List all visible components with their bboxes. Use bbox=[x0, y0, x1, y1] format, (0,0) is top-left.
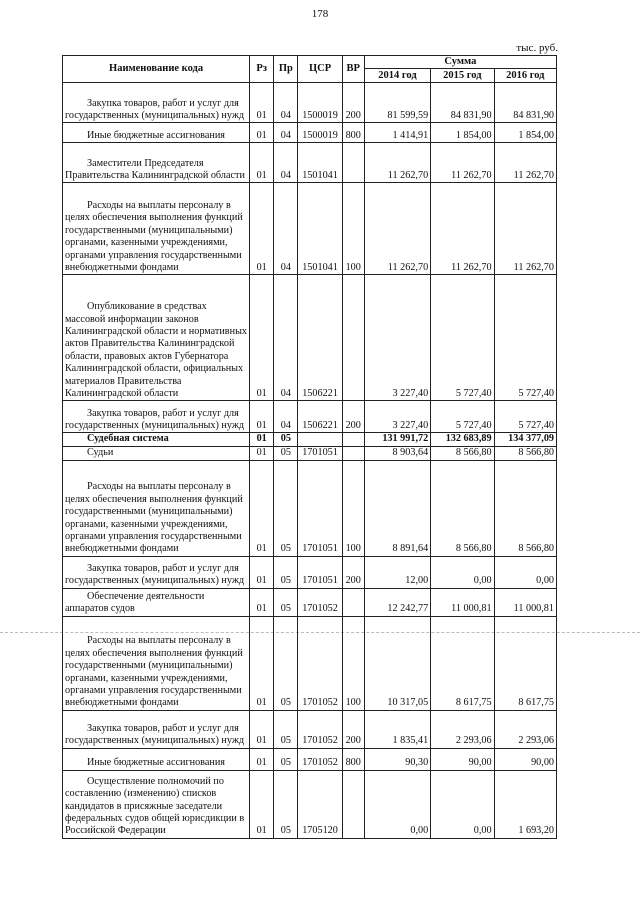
row-vr: 100 bbox=[342, 616, 364, 710]
row-name: Закупка товаров, работ и услуг для государственных (муниципальных) нужд bbox=[63, 710, 250, 748]
row-pr: 05 bbox=[274, 748, 298, 770]
row-name: Расходы на выплаты персоналу в целях обеспечения выполнения функций государственными (муниципальными) органами, казенными учреждениями, органами управления государственными внебюджетными фондами bbox=[63, 460, 250, 556]
row-2015: 84 831,90 bbox=[431, 83, 494, 123]
row-rz: 01 bbox=[250, 710, 274, 748]
table-row bbox=[63, 275, 557, 401]
row-2015: 11 262,70 bbox=[431, 183, 494, 275]
row-2015: 132 683,89 bbox=[431, 433, 494, 446]
row-rz: 01 bbox=[250, 748, 274, 770]
row-2014: 90,30 bbox=[364, 748, 430, 770]
row-2014: 81 599,59 bbox=[364, 83, 430, 123]
row-vr bbox=[342, 275, 364, 401]
row-2015: 8 566,80 bbox=[431, 446, 494, 460]
table-row bbox=[63, 433, 557, 446]
row-vr bbox=[342, 446, 364, 460]
row-vr bbox=[342, 433, 364, 446]
row-pr: 04 bbox=[274, 275, 298, 401]
row-2015: 11 000,81 bbox=[431, 588, 494, 616]
row-pr: 05 bbox=[274, 446, 298, 460]
row-2014: 3 227,40 bbox=[364, 275, 430, 401]
row-csr: 1701052 bbox=[298, 710, 342, 748]
row-csr: 1701052 bbox=[298, 748, 342, 770]
row-rz: 01 bbox=[250, 275, 274, 401]
row-pr: 05 bbox=[274, 588, 298, 616]
row-name: Расходы на выплаты персоналу в целях обеспечения выполнения функций государственными (муниципальными) органами, казенными учреждениями, органами управления государственными внебюджетными фондами bbox=[63, 616, 250, 710]
row-2015: 11 262,70 bbox=[431, 143, 494, 183]
header-vr: ВР bbox=[342, 56, 364, 83]
row-vr bbox=[342, 588, 364, 616]
row-2014: 3 227,40 bbox=[364, 401, 430, 433]
row-csr: 1506221 bbox=[298, 401, 342, 433]
row-csr: 1701051 bbox=[298, 446, 342, 460]
row-rz: 01 bbox=[250, 433, 274, 446]
row-2014: 11 262,70 bbox=[364, 183, 430, 275]
row-csr: 1500019 bbox=[298, 83, 342, 123]
row-name: Иные бюджетные ассигнования bbox=[63, 123, 250, 143]
table-row bbox=[63, 460, 557, 556]
units-label: тыс. руб. bbox=[516, 42, 558, 54]
row-name: Опубликование в средствах массовой информации законов Калининградской области и нормативных актов Правительства Калининградской области, правовых актов Губернатора Калининградской области, официальных материалов Правительства Калининградской области bbox=[63, 275, 250, 401]
row-name: Закупка товаров, работ и услуг для государственных (муниципальных) нужд bbox=[63, 83, 250, 123]
row-2014: 8 891,64 bbox=[364, 460, 430, 556]
row-2015: 8 617,75 bbox=[431, 616, 494, 710]
row-2016: 5 727,40 bbox=[494, 275, 556, 401]
row-pr: 04 bbox=[274, 143, 298, 183]
row-2016: 5 727,40 bbox=[494, 401, 556, 433]
row-rz: 01 bbox=[250, 616, 274, 710]
table-row bbox=[63, 616, 557, 710]
row-2016: 0,00 bbox=[494, 556, 556, 588]
row-vr: 800 bbox=[342, 123, 364, 143]
row-vr: 200 bbox=[342, 710, 364, 748]
row-rz: 01 bbox=[250, 401, 274, 433]
row-2016: 1 854,00 bbox=[494, 123, 556, 143]
budget-table bbox=[62, 55, 557, 839]
row-2014: 1 414,91 bbox=[364, 123, 430, 143]
row-2016: 8 566,80 bbox=[494, 446, 556, 460]
table-row bbox=[63, 446, 557, 460]
table-row bbox=[63, 123, 557, 143]
row-name: Иные бюджетные ассигнования bbox=[63, 748, 250, 770]
row-pr: 05 bbox=[274, 710, 298, 748]
header-pr: Пр bbox=[274, 56, 298, 83]
table-row bbox=[63, 770, 557, 838]
row-vr bbox=[342, 143, 364, 183]
page-number: 178 bbox=[311, 8, 329, 20]
header-2016: 2016 год bbox=[494, 69, 556, 83]
row-csr: 1701052 bbox=[298, 616, 342, 710]
header-2015: 2015 год bbox=[431, 69, 494, 83]
row-2016: 8 566,80 bbox=[494, 460, 556, 556]
row-vr: 200 bbox=[342, 556, 364, 588]
row-2015: 5 727,40 bbox=[431, 401, 494, 433]
row-2016: 90,00 bbox=[494, 748, 556, 770]
row-2015: 0,00 bbox=[431, 770, 494, 838]
row-2015: 0,00 bbox=[431, 556, 494, 588]
header-sum: Сумма bbox=[364, 56, 556, 69]
row-vr: 100 bbox=[342, 460, 364, 556]
row-rz: 01 bbox=[250, 123, 274, 143]
row-2014: 131 991,72 bbox=[364, 433, 430, 446]
row-rz: 01 bbox=[250, 446, 274, 460]
row-pr: 04 bbox=[274, 83, 298, 123]
row-csr bbox=[298, 433, 342, 446]
table-row bbox=[63, 710, 557, 748]
row-rz: 01 bbox=[250, 143, 274, 183]
header-2014: 2014 год bbox=[364, 69, 430, 83]
row-pr: 05 bbox=[274, 556, 298, 588]
row-name: Заместители Председателя Правительства Калининградской области bbox=[63, 143, 250, 183]
row-rz: 01 bbox=[250, 770, 274, 838]
row-csr: 1705120 bbox=[298, 770, 342, 838]
row-rz: 01 bbox=[250, 460, 274, 556]
row-pr: 05 bbox=[274, 460, 298, 556]
table-row bbox=[63, 401, 557, 433]
row-vr: 100 bbox=[342, 183, 364, 275]
row-2015: 90,00 bbox=[431, 748, 494, 770]
row-rz: 01 bbox=[250, 556, 274, 588]
row-csr: 1501041 bbox=[298, 143, 342, 183]
row-2016: 11 262,70 bbox=[494, 143, 556, 183]
row-2014: 11 262,70 bbox=[364, 143, 430, 183]
row-2014: 12 242,77 bbox=[364, 588, 430, 616]
row-pr: 04 bbox=[274, 123, 298, 143]
row-pr: 05 bbox=[274, 433, 298, 446]
row-vr: 200 bbox=[342, 83, 364, 123]
table-row bbox=[63, 748, 557, 770]
row-csr: 1701051 bbox=[298, 460, 342, 556]
row-2014: 1 835,41 bbox=[364, 710, 430, 748]
row-csr: 1506221 bbox=[298, 275, 342, 401]
row-rz: 01 bbox=[250, 183, 274, 275]
row-2015: 5 727,40 bbox=[431, 275, 494, 401]
row-2014: 8 903,64 bbox=[364, 446, 430, 460]
row-2014: 12,00 bbox=[364, 556, 430, 588]
table-row bbox=[63, 183, 557, 275]
row-name: Осуществление полномочий по составлению (изменению) списков кандидатов в присяжные заседатели федеральных судов общей юрисдикции в Российской Федерации bbox=[63, 770, 250, 838]
row-pr: 05 bbox=[274, 616, 298, 710]
row-2016: 1 693,20 bbox=[494, 770, 556, 838]
table-row bbox=[63, 588, 557, 616]
row-2016: 84 831,90 bbox=[494, 83, 556, 123]
row-name: Судьи bbox=[63, 446, 250, 460]
row-name: Закупка товаров, работ и услуг для государственных (муниципальных) нужд bbox=[63, 556, 250, 588]
row-2014: 0,00 bbox=[364, 770, 430, 838]
row-pr: 05 bbox=[274, 770, 298, 838]
row-2015: 8 566,80 bbox=[431, 460, 494, 556]
row-2016: 8 617,75 bbox=[494, 616, 556, 710]
table-row bbox=[63, 83, 557, 123]
row-csr: 1500019 bbox=[298, 123, 342, 143]
table-row bbox=[63, 143, 557, 183]
row-name: Расходы на выплаты персоналу в целях обеспечения выполнения функций государственными (муниципальными) органами, казенными учреждениями, органами управления государственными внебюджетными фондами bbox=[63, 183, 250, 275]
row-2015: 1 854,00 bbox=[431, 123, 494, 143]
row-pr: 04 bbox=[274, 401, 298, 433]
row-csr: 1501041 bbox=[298, 183, 342, 275]
row-2014: 10 317,05 bbox=[364, 616, 430, 710]
row-rz: 01 bbox=[250, 588, 274, 616]
row-name: Закупка товаров, работ и услуг для государственных (муниципальных) нужд bbox=[63, 401, 250, 433]
row-vr: 800 bbox=[342, 748, 364, 770]
header-name: Наименование кода bbox=[63, 56, 250, 83]
header-csr: ЦСР bbox=[298, 56, 342, 83]
header-rz: Рз bbox=[250, 56, 274, 83]
row-pr: 04 bbox=[274, 183, 298, 275]
row-vr: 200 bbox=[342, 401, 364, 433]
row-rz: 01 bbox=[250, 83, 274, 123]
row-name: Судебная система bbox=[63, 433, 250, 446]
row-csr: 1701052 bbox=[298, 588, 342, 616]
row-2015: 2 293,06 bbox=[431, 710, 494, 748]
row-vr bbox=[342, 770, 364, 838]
row-name: Обеспечение деятельности аппаратов судов bbox=[63, 588, 250, 616]
row-csr: 1701051 bbox=[298, 556, 342, 588]
row-2016: 11 000,81 bbox=[494, 588, 556, 616]
row-2016: 134 377,09 bbox=[494, 433, 556, 446]
row-2016: 2 293,06 bbox=[494, 710, 556, 748]
row-2016: 11 262,70 bbox=[494, 183, 556, 275]
table-row bbox=[63, 556, 557, 588]
